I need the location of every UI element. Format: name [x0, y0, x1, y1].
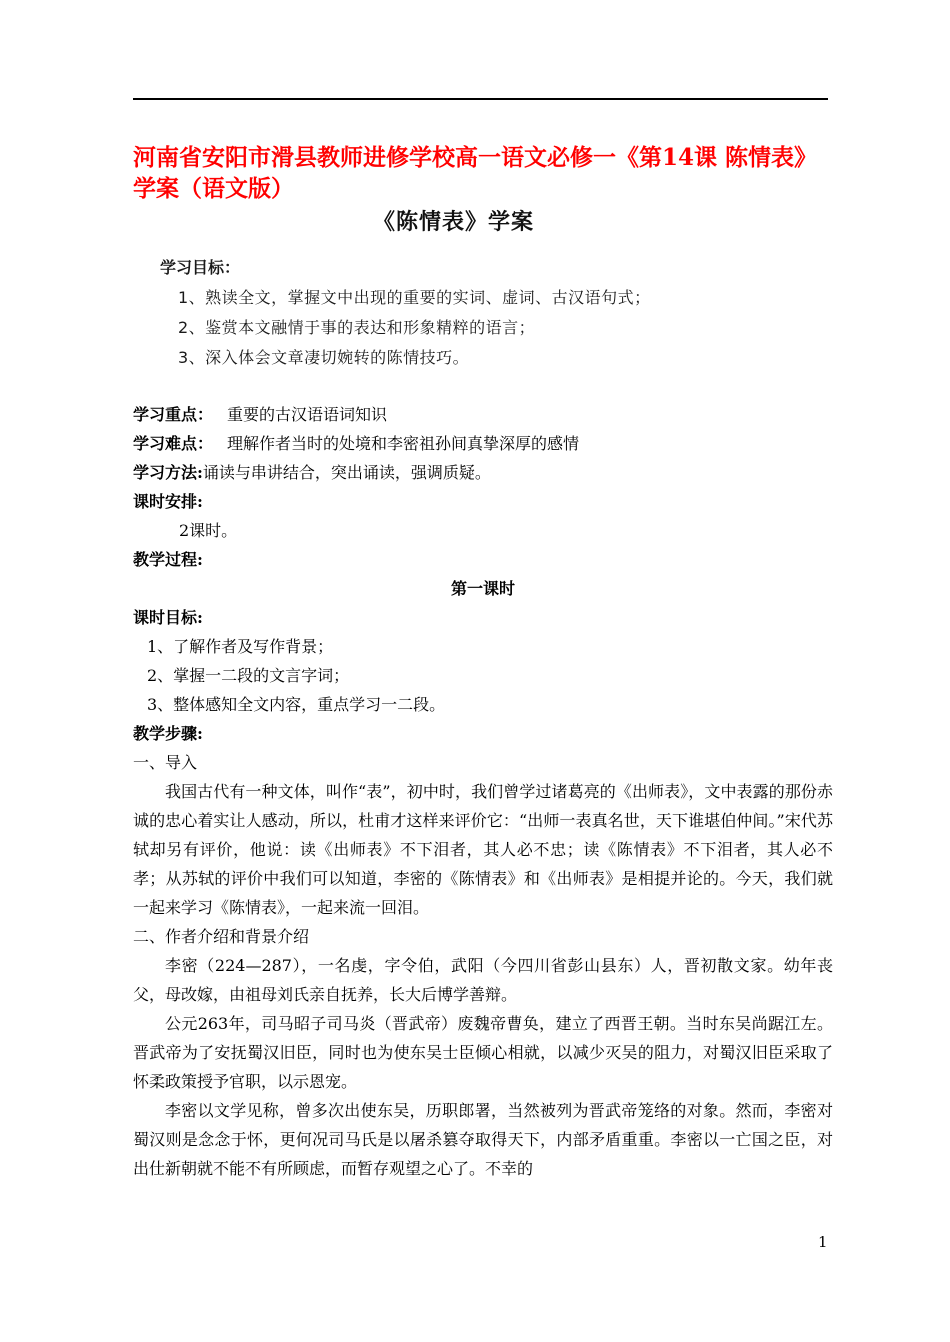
section-paragraph: 李密以文学见称，曾多次出使东吴，历职郎署，当然被列为晋武帝笼络的对象。然而，李密对蜀汉则是念念于怀，更何况司马氏是以屠杀篡夺取得天下，内部矛盾重重。李密以一亡国之臣，对出仕新朝就不能不有所顾虑，而暂存观望之心了。不幸的 — [133, 1101, 833, 1178]
focus-label: 学习重点： — [133, 405, 214, 424]
document-body — [133, 400, 833, 1183]
section-title: 一、导入 — [133, 753, 198, 772]
difficulty-line — [133, 429, 833, 458]
schedule-label: 课时安排: — [133, 492, 203, 511]
document-title: 河南省安阳市滑县教师进修学校高一语文必修一《第14课 陈情表》学案（语文版） — [133, 144, 818, 202]
focus-value: 重要的古汉语语词知识 — [227, 405, 388, 424]
image-objective-item: 3、深入体会文章凄切婉转的陈情技巧。 — [178, 348, 470, 367]
method-line — [133, 458, 833, 487]
image-title: 《陈情表》学案 — [373, 210, 535, 235]
difficulty-label: 学习难点： — [133, 434, 214, 453]
goal-item: 3、整体感知全文内容，重点学习一二段。 — [147, 695, 446, 714]
image-objective-item: 1、熟读全文，掌握文中出现的重要的实词、虚词、古汉语句式； — [178, 288, 651, 307]
goal-item: 2、掌握一二段的文言字词； — [147, 666, 350, 685]
difficulty-value: 理解作者当时的处境和李密祖孙间真挚深厚的感情 — [227, 434, 580, 453]
session-title: 第一课时 — [450, 579, 515, 598]
header-rule — [133, 98, 828, 100]
steps-label: 教学步骤: — [133, 724, 203, 743]
section-paragraph: 李密（224—287），一名虔，字令伯，武阳（今四川省彭山县东）人，晋初散文家。幼年丧父，母改嫁，由祖母刘氏亲自抚养，长大后博学善辩。 — [133, 956, 833, 1004]
method-value: 诵读与串讲结合，突出诵读，强调质疑。 — [202, 463, 491, 482]
process-label: 教学过程: — [133, 550, 203, 569]
scanned-image-block — [133, 205, 733, 375]
section-paragraph: 我国古代有一种文体，叫作“表”，初中时，我们曾学过诸葛亮的《出师表》，文中表露的那份赤诚的忠心着实让人感动，所以，杜甫才这样来评价它：“出师一表真名世，天下谁堪伯仲间。”宋代苏轼却另有评价，他说：读《出师表》不下泪者，其人必不忠；读《陈情表》不下泪者，其人必不孝；从苏轼的评价中我们可以知道，李密的《陈情表》和《出师表》是相提并论的。今天，我们就一起来学习《陈情表》，一起来流一回泪。 — [133, 782, 833, 917]
page-number: 1 — [818, 1233, 828, 1251]
image-heading: 学习目标： — [160, 258, 241, 277]
section-paragraph: 公元263年，司马昭子司马炎（晋武帝）废魏帝曹奂，建立了西晋王朝。当时东吴尚踞江左。晋武帝为了安抚蜀汉旧臣，同时也为使东吴士臣倾心相就，以减少灭吴的阻力，对蜀汉旧臣采取了怀柔政策授予官职，以示恩宠。 — [133, 1014, 833, 1091]
method-label: 学习方法: — [133, 463, 203, 482]
section-title: 二、作者介绍和背景介绍 — [133, 927, 310, 946]
focus-line — [133, 400, 833, 429]
schedule-value: 2课时。 — [179, 521, 238, 540]
image-objective-item: 2、鉴赏本文融情于事的表达和形象精粹的语言； — [178, 318, 536, 337]
goals-label: 课时目标: — [133, 608, 203, 627]
goal-item: 1、了解作者及写作背景； — [147, 637, 334, 656]
